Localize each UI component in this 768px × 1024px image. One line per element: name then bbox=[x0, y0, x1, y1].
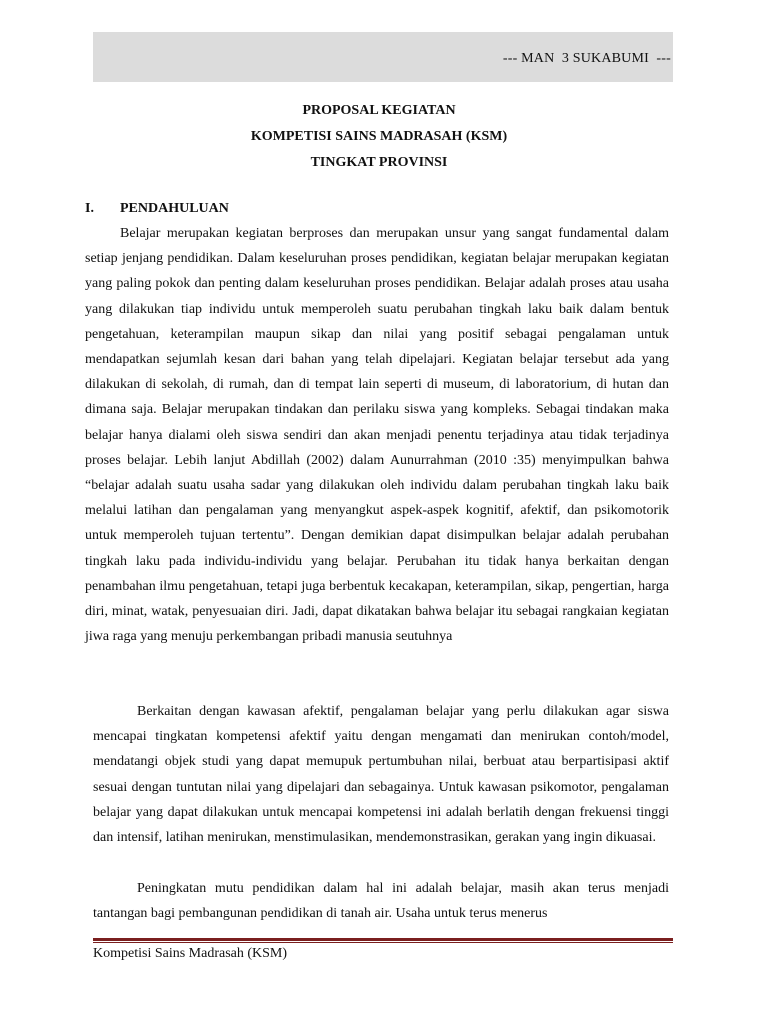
title-line-2: KOMPETISI SAINS MADRASAH (KSM) bbox=[250, 129, 508, 144]
header-school-name: --- MAN 3 SUKABUMI --- bbox=[502, 51, 671, 66]
title-line-1: PROPOSAL KEGIATAN bbox=[302, 103, 456, 118]
section-heading bbox=[85, 199, 229, 219]
paragraph-2: Berkaitan dengan kawasan afektif, pengalaman belajar yang perlu dilakukan agar siswa mencapai tingkatan kompetensi afektif yaitu dengan mengamati dan menirukan contoh/model, mendatangi objek studi yang dapat memupuk pertumbuhan nilai, berbuat atau berpartisipasi aktif sesuai dengan tuntutan nilai yang dipelajari dan sebagainya. Untuk kawasan psikomotor, pengalaman belajar yang dapat dilakukan untuk mencapai kompetensi ini adalah berlatih dengan frekuensi tinggi dan intensif, latihan menirukan, menstimulasikan, mendemonstrasikan, gerakan yang ingin dikuasai. bbox=[93, 704, 669, 846]
paragraph-1: Belajar merupakan kegiatan berproses dan merupakan unsur yang sangat fundamental dalam setiap jenjang pendidikan. Dalam keseluruhan proses pendidikan, kegiatan belajar merupakan kegiatan yang paling pokok dan penting dalam keseluruhan proses pendidikan. Belajar adalah proses atau usaha yang dilakukan tiap individu untuk memperoleh suatu perubahan tingkah laku baik dalam bentuk pengetahuan, keterampilan maupun sikap dan nilai yang positif sebagai pengalaman untuk mendapatkan sejumlah kesan dari bahan yang telah dipelajari. Kegiatan belajar tersebut ada yang dilakukan di sekolah, di rumah, dan di tempat lain seperti di museum, di laboratorium, di hutan dan dimana saja. Belajar merupakan tindakan dan perilaku siswa yang kompleks. Sebagai tindakan maka belajar hanya dialami oleh siswa sendiri dan akan menjadi penentu terjadinya atau tidak terjadinya proses belajar. Lebih lanjut Abdillah (2002) dalam Aunurrahman (2010 :35) menyimpulkan bahwa “belajar adalah suatu usaha sadar yang dilakukan oleh individu dalam perubahan tingkah laku baik melalui latihan dan pengalaman yang menyangkut aspek-aspek kognitif, afektif, dan psikomotorik untuk memperoleh tujuan tertentu”. Dengan demikian dapat disimpulkan belajar adalah perubahan tingkah laku pada individu-individu yang belajar. Perubahan itu tidak hanya berkaitan dengan penambahan ilmu pengetahuan, tetapi juga berbentuk kecakapan, keterampilan, sikap, pengertian, harga diri, minat, watak, penyesuaian diri. Jadi, dapat dikatakan bahwa belajar itu sebagai rangkaian kegiatan jiwa raga yang menuju perkembangan pribadi manusia seutuhnya bbox=[85, 226, 669, 645]
page-header-band bbox=[93, 32, 673, 82]
title-line-3: TINGKAT PROVINSI bbox=[310, 155, 448, 170]
document-title bbox=[85, 98, 673, 176]
footer-divider bbox=[93, 938, 673, 944]
section-title: PENDAHULUAN bbox=[120, 201, 229, 216]
footer-text: Kompetisi Sains Madrasah (KSM) bbox=[93, 946, 288, 961]
section-number: I. bbox=[85, 201, 94, 216]
paragraph-3: Peningkatan mutu pendidikan dalam hal ini adalah belajar, masih akan terus menjadi tantangan bagi pembangunan pendidikan di tanah air. Usaha untuk terus menerus bbox=[93, 881, 669, 922]
